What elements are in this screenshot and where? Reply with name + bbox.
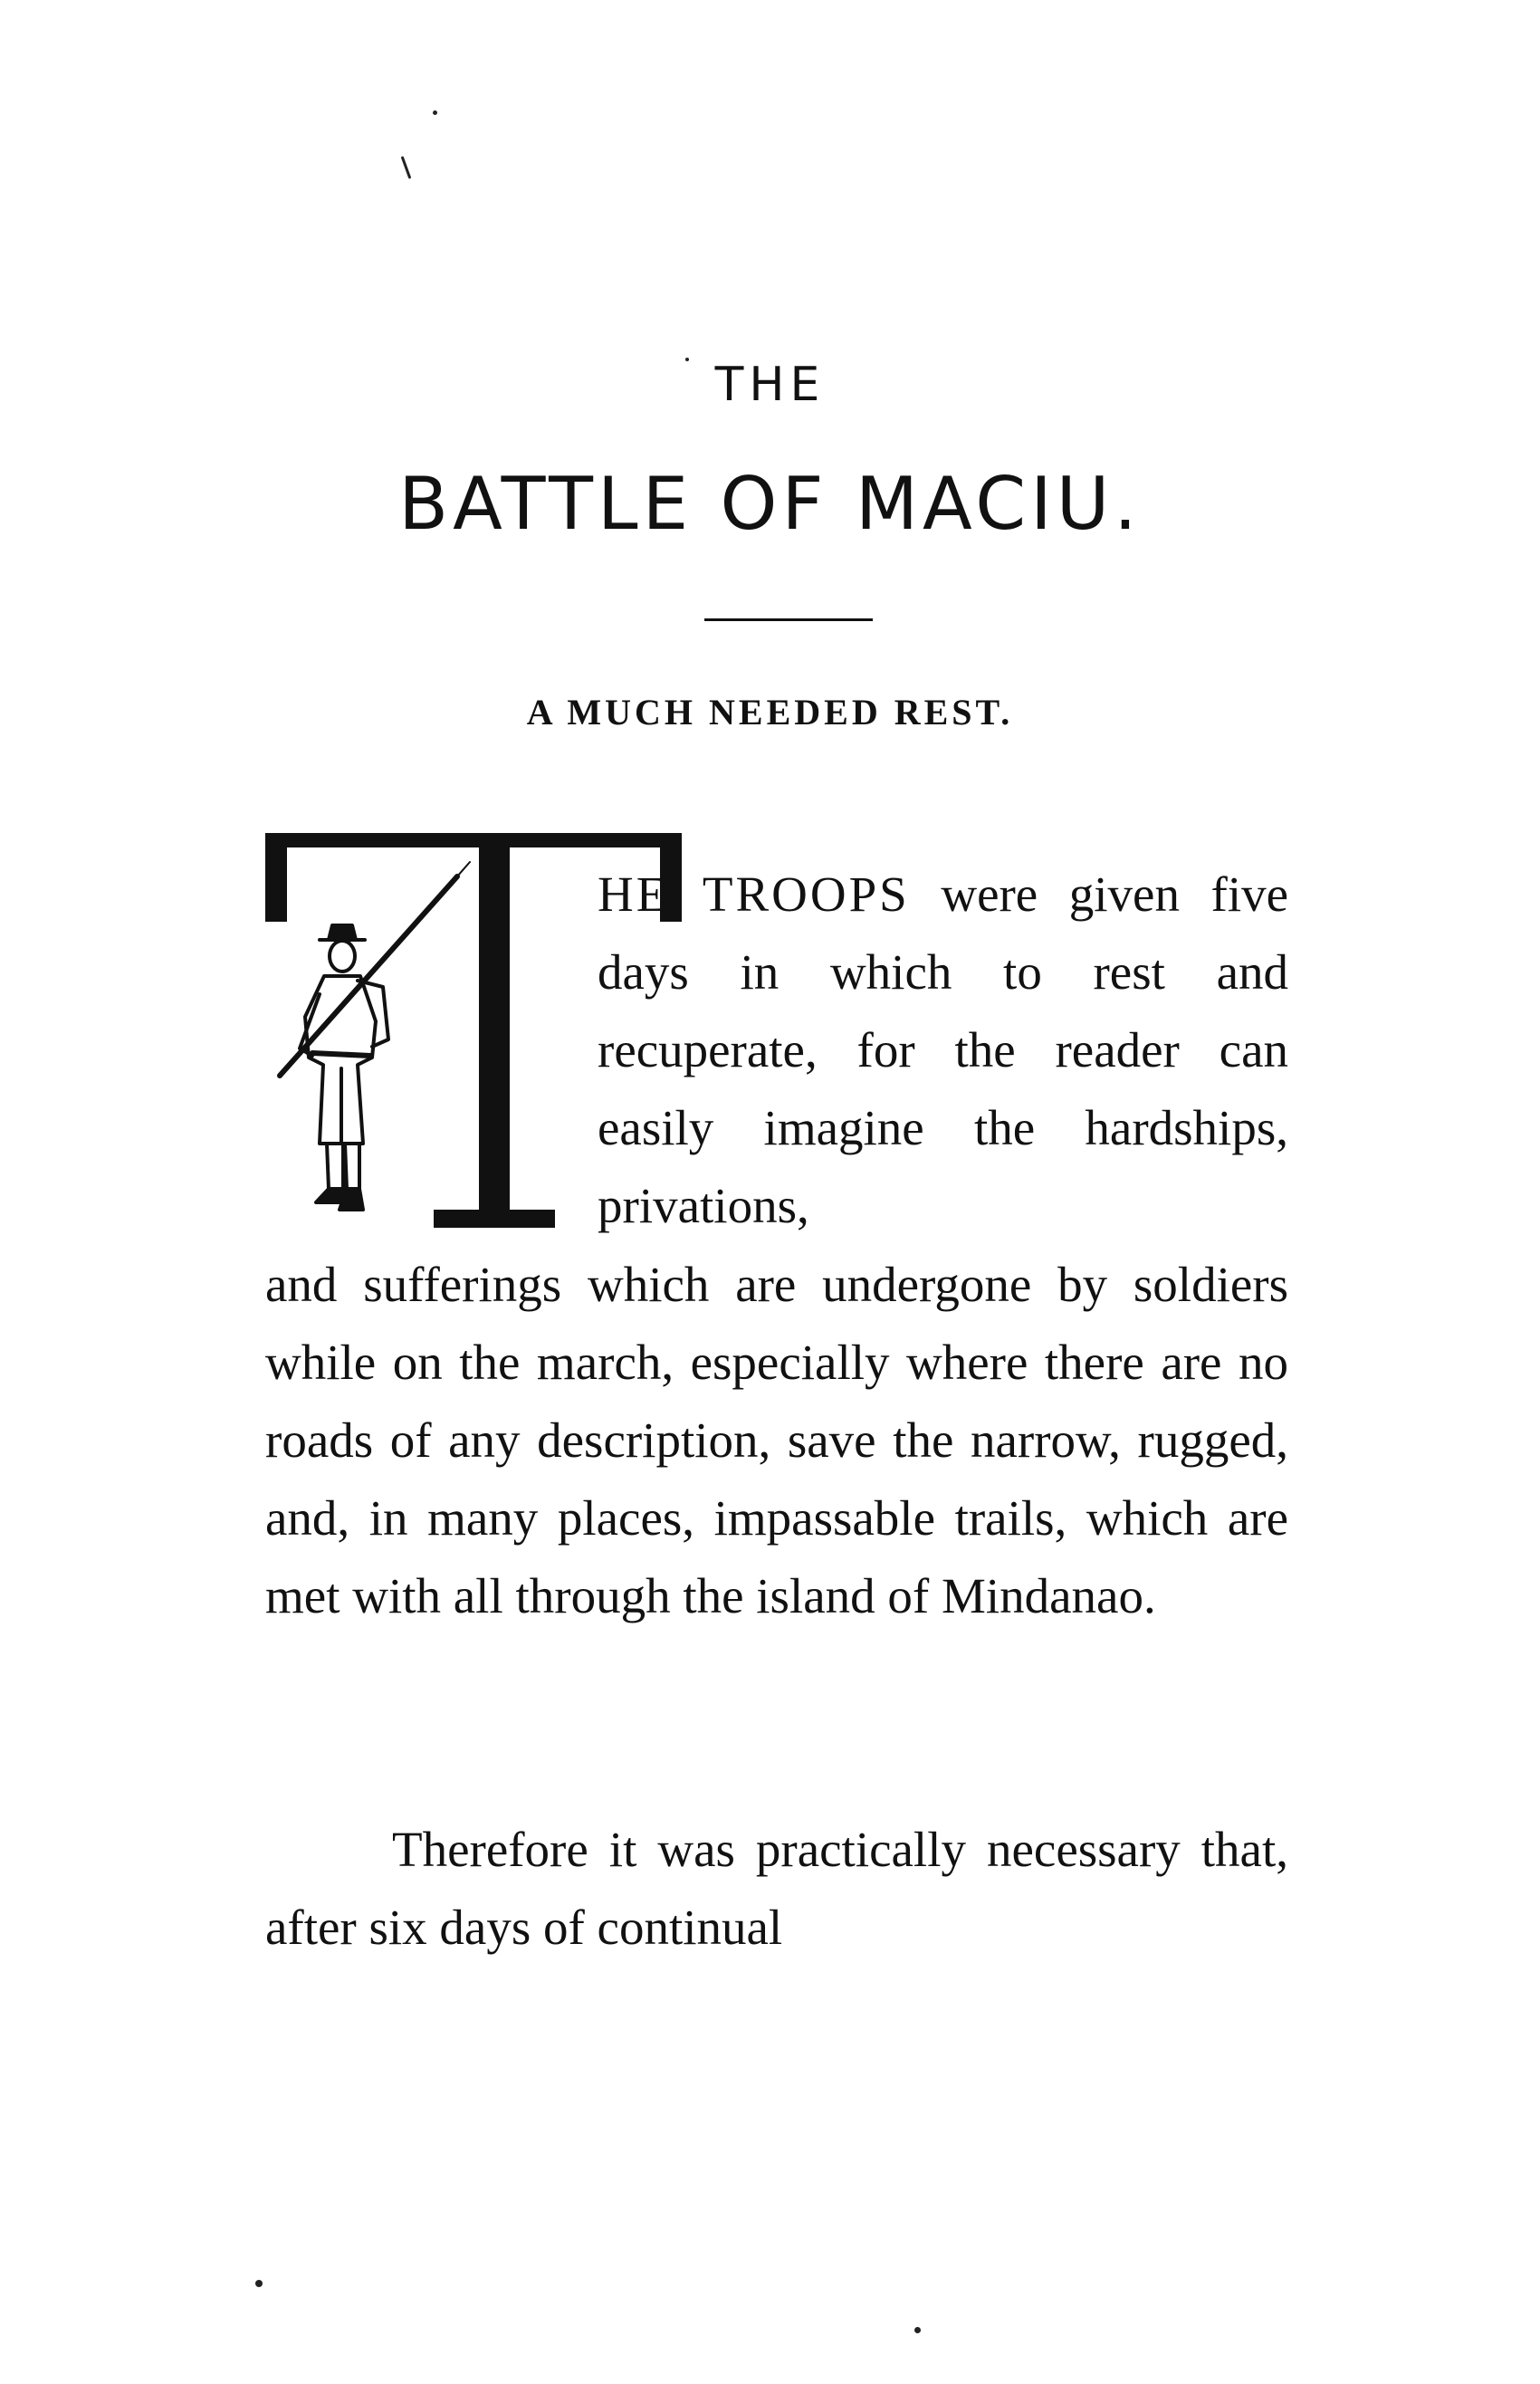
print-speck	[401, 156, 412, 178]
print-speck	[914, 2327, 921, 2333]
print-speck	[433, 110, 437, 115]
section-heading: A MUCH NEEDED REST.	[526, 692, 1014, 732]
paragraph-2: Therefore it was practically necessary that, after six days of continual	[265, 1822, 1288, 1955]
chapter-label: THE	[714, 358, 826, 412]
paragraph-1-indented-text: were given five days in which to rest and recuperate, for the reader can easily imagine the hardships, privations,	[598, 866, 1289, 1233]
print-speck	[255, 2280, 263, 2287]
title-divider	[704, 618, 873, 621]
paragraph-1-indented	[598, 856, 1288, 1245]
paragraph-1-lead: HE TROOPS	[598, 866, 910, 922]
paragraph-1-continued: and sufferings which are undergone by soldiers while on the march, especially where there are no roads of any description, save the narrow, rugged, and, in many places, impassable trails, which are met with all through the island of Mindanao.	[265, 1257, 1288, 1623]
soldier-with-rifle-icon	[280, 862, 470, 1210]
chapter-title: BATTLE OF MACIU.	[398, 462, 1142, 546]
